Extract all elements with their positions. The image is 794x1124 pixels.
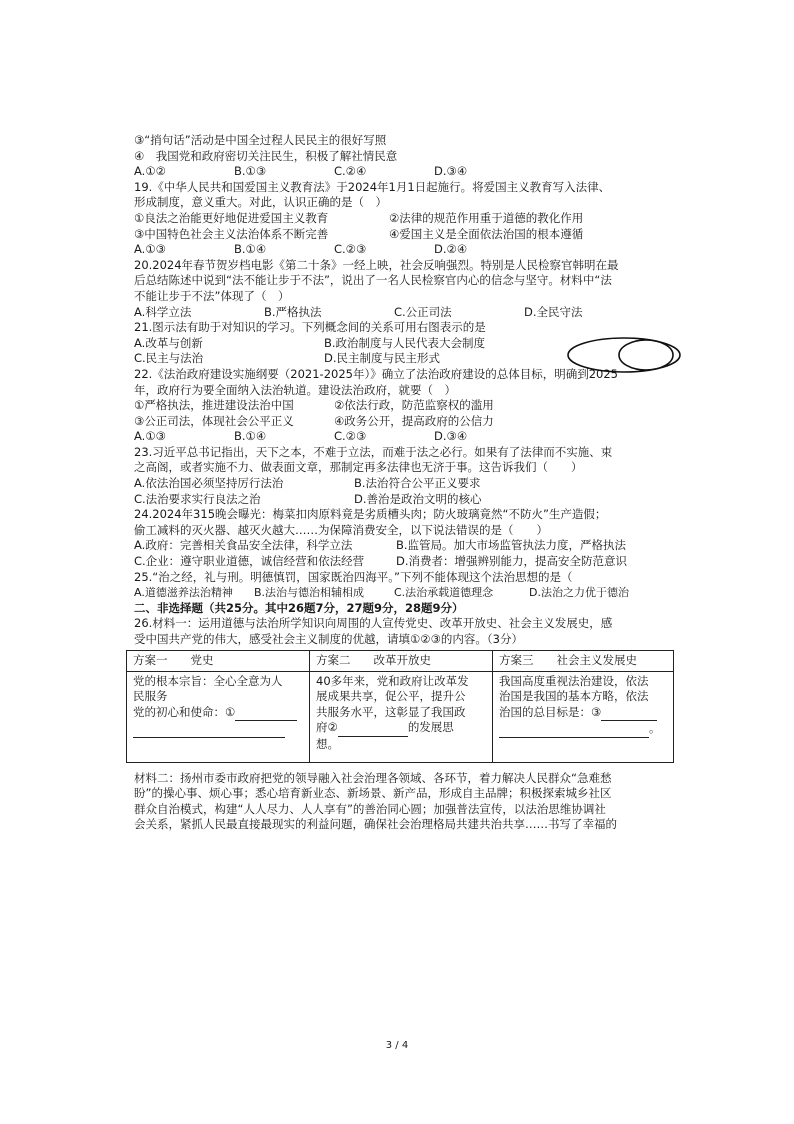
q18-options [134, 164, 674, 180]
q18-option-d: D.③④ [434, 164, 468, 179]
q25-option-d: D.法治之力优于德治 [529, 586, 629, 600]
q22-statement-3: ③公正司法，体现社会公平正义 [134, 413, 294, 428]
q19-statements-row2 [134, 227, 674, 243]
q22-statement-2: ②依法行政，防范监察权的滥用 [334, 398, 494, 413]
q23-option-a: A.依法治国必须坚持厉行法治 [134, 476, 284, 491]
q20-options [134, 305, 674, 321]
blank-1-continuation[interactable] [133, 721, 303, 738]
q19-statement-4: ④爱国主义是全面依法治国的根本遵循 [389, 226, 584, 241]
q22-option-a: A.①③ [134, 429, 166, 444]
plan1-line3 [133, 705, 303, 722]
q24-option-a: A.政府：完善相关食品安全法律，科学立法 [134, 538, 353, 553]
q26-material2-line1: 材料二：扬州市委市政府把党的领导融入社会治理各领域、各环节，着力解决人民群众“急难愁 [134, 770, 612, 785]
q23-options-row1 [134, 476, 674, 492]
q25-option-a: A.道德滋养法治精神 [134, 586, 233, 600]
plan1-line3-text: 党的初心和使命：① [133, 704, 236, 719]
q19-options [134, 242, 674, 258]
q22-options [134, 429, 674, 445]
blank-3-input[interactable] [601, 705, 657, 722]
q20-option-c: C.公正司法 [394, 304, 452, 319]
q22-stem-2: 年，政府行为要全面纳入法治轨道。建设法治政府，就要（ ） [134, 382, 456, 397]
q23-stem-1: 23.习近平总书记指出，天下之本，不难于立法，而难于法之必行。如果有了法律而不实施、束 [134, 444, 613, 459]
q21-option-c: C.民主与法治 [134, 351, 204, 366]
plan3-line3 [499, 705, 667, 722]
q21-stem: 21.图示法有助于对知识的学习。下列概念间的关系可用右图表示的是 [134, 320, 486, 335]
blank-3-continuation[interactable] [499, 721, 649, 738]
q24-options-row1 [134, 538, 674, 554]
q19-option-c: C.②③ [334, 242, 367, 257]
plan2-line4-prefix: 府② [316, 720, 338, 735]
section-2-title: 二、非选择题（共25分。其中26题7分，27题9分，28题9分） [134, 600, 464, 615]
q22-statements-row2 [134, 414, 674, 430]
q24-option-c: C.企业：遵守职业道德，诚信经营和依法经营 [134, 554, 365, 569]
q25-stem: 25.“治之经，礼与刑。明德慎罚，国家既治四海平。”下列不能体现这个法治思想的是（ [134, 569, 573, 584]
q26-material1-line1: 26.材料一：运用道德与法治所学知识向周围的人宣传党史、改革开放史、社会主义发展史，感 [134, 616, 613, 631]
q19-statements-row1 [134, 211, 674, 227]
q24-option-b: B.监管局。加大市场监管执法力度，严格执法 [396, 538, 627, 553]
q24-stem-1: 24.2024年315晚会曝光：梅菜扣肉原料竟是劣质槽头肉；防火玻璃竟然“不防火”生产造假； [134, 507, 607, 522]
plan1-line2: 民服务 [133, 689, 168, 704]
q26-material2-line2: 盼”的操心事、烦心事；悉心培育新业态、新场景、新产品，形成自主品牌；积极探索城乡社区 [134, 786, 612, 801]
q19-statement-3: ③中国特色社会主义法治体系不断完善 [134, 226, 329, 241]
q23-options-row2 [134, 492, 674, 508]
q20-option-a: A.科学立法 [134, 304, 192, 319]
q20-option-b: B.严格执法 [264, 304, 322, 319]
plan3-header: 方案三 社会主义发展史 [493, 650, 674, 671]
q21-concept-diagram [566, 336, 686, 374]
q19-option-a: A.①③ [134, 242, 166, 257]
q22-option-b: B.①④ [234, 429, 267, 444]
q21-option-d: D.民主制度与民主形式 [324, 351, 441, 366]
q20-option-d: D.全民守法 [524, 304, 583, 319]
plan2-line5: 想。 [316, 736, 339, 751]
q25-option-c: C.法治承载道德理念 [394, 586, 494, 600]
page-number: 3 / 4 [385, 1040, 409, 1051]
q19-statement-1: ①良法之治能更好地促进爱国主义教育 [134, 210, 329, 225]
q19-stem-1: 19.《中华人民共和国爱国主义教育法》于2024年1月1日起施行。将爱国主义教育写入法律、 [134, 179, 611, 194]
q22-stem-1: 22.《法治政府建设实施纲要（2021-2025年）》确立了法治政府建设的总体目标，明确到2025 [134, 366, 618, 381]
blank-2-input[interactable] [338, 720, 408, 737]
q24-options-row2 [134, 554, 674, 570]
q22-statements-row1 [134, 398, 674, 414]
q26-plan-table [126, 650, 674, 763]
q20-stem-2: 后总结陈述中说到“法不能让步于不法”，说出了一名人民检察官内心的信念与坚守。材料中“法 [134, 273, 612, 288]
plan2-line4-suffix: 的发展思 [407, 720, 454, 735]
plan2-line3: 共服务水平，这彰显了我国政 [316, 704, 466, 719]
plan2-line4 [316, 720, 486, 737]
plan2-header: 方案二 改革开放史 [310, 650, 493, 671]
q26-material2-line4: 会关系，紧抓人民最直接最现实的利益问题，确保社会治理格局共建共治共享……书写了幸福的 [134, 817, 617, 832]
plan2-line2: 展成果共享，促公平，提升公 [316, 689, 466, 704]
blank-1-input[interactable] [235, 705, 297, 722]
q21-option-a: A.改革与创新 [134, 335, 203, 350]
plan3-end-mark: 。 [649, 721, 661, 736]
plan1-line1: 党的根本宗旨：全心全意为人 [133, 673, 283, 688]
q19-option-d: D.②④ [434, 242, 468, 257]
q19-statement-2: ②法律的规范作用重于道德的教化作用 [389, 210, 584, 225]
plan3-line4 [499, 721, 667, 738]
q25-option-b: B.法治与德治相辅相成 [254, 586, 365, 600]
q18-statement-4: ④ 我国党和政府密切关注民生，积极了解社情民意 [134, 148, 398, 163]
q24-stem-2: 偷工减料的灭火器、越灭火越大……为保障消费安全，以下说法错误的是（ ） [134, 522, 548, 537]
plan2-line1: 40多年来，党和政府让改革发 [316, 673, 469, 688]
plan3-line1: 我国高度重视法治建设，依法 [499, 673, 649, 688]
q20-stem-3: 不能让步于不法”体现了（ ） [134, 288, 290, 303]
q19-stem-2: 形成制度，意义重大。对此，认识正确的是（ ） [134, 195, 387, 210]
q18-option-b: B.①③ [234, 164, 267, 179]
q19-option-b: B.①④ [234, 242, 267, 257]
plan3-line2: 治国是我国的基本方略，依法 [499, 689, 649, 704]
q23-option-b: B.法治符合公平正义要求 [354, 476, 481, 491]
q20-stem-1: 20.2024年春节贺岁档电影《第二十条》一经上映，社会反响强烈。特别是人民检察官韩明在最 [134, 257, 619, 272]
q22-option-d: D.③④ [434, 429, 468, 444]
q22-statement-1: ①严格执法，推进建设法治中国 [134, 398, 294, 413]
plan3-body [493, 671, 674, 762]
q24-option-d: D.消费者：增强辨别能力，提高安全防范意识 [396, 554, 628, 569]
q22-statement-4: ④政务公开，提高政府的公信力 [334, 413, 494, 428]
q23-stem-2: 之高阁，或者实施不力、做表面文章，那制定再多法律也无济于事。这告诉我们（ ） [134, 460, 583, 475]
q21-option-b: B.政治制度与人民代表大会制度 [324, 335, 486, 350]
plan3-line3-text: 治国的总目标是：③ [499, 704, 602, 719]
q18-option-a: A.①② [134, 164, 166, 179]
plan1-body [127, 671, 310, 762]
q23-option-d: D.善治是政治文明的核心 [354, 491, 482, 506]
q18-option-c: C.②④ [334, 164, 367, 179]
q22-option-c: C.②③ [334, 429, 367, 444]
plan1-header: 方案一 党史 [127, 650, 310, 671]
q26-material1-line2: 受中国共产党的伟大，感受社会主义制度的优越，请填①②③的内容。（3分） [134, 632, 523, 646]
plan2-body [310, 671, 493, 762]
exam-content [134, 133, 674, 833]
q25-options [134, 585, 674, 601]
q18-statement-3: ③“捎句话”活动是中国全过程人民民主的很好写照 [134, 133, 387, 147]
inner-ellipse [619, 340, 673, 370]
q23-option-c: C.法治要求实行良法之治 [134, 491, 261, 506]
q26-material2-line3: 群众自治模式，构建“人人尽力、人人享有”的善治同心圆；加强普法宣传，以法治思维协调社 [134, 801, 606, 816]
